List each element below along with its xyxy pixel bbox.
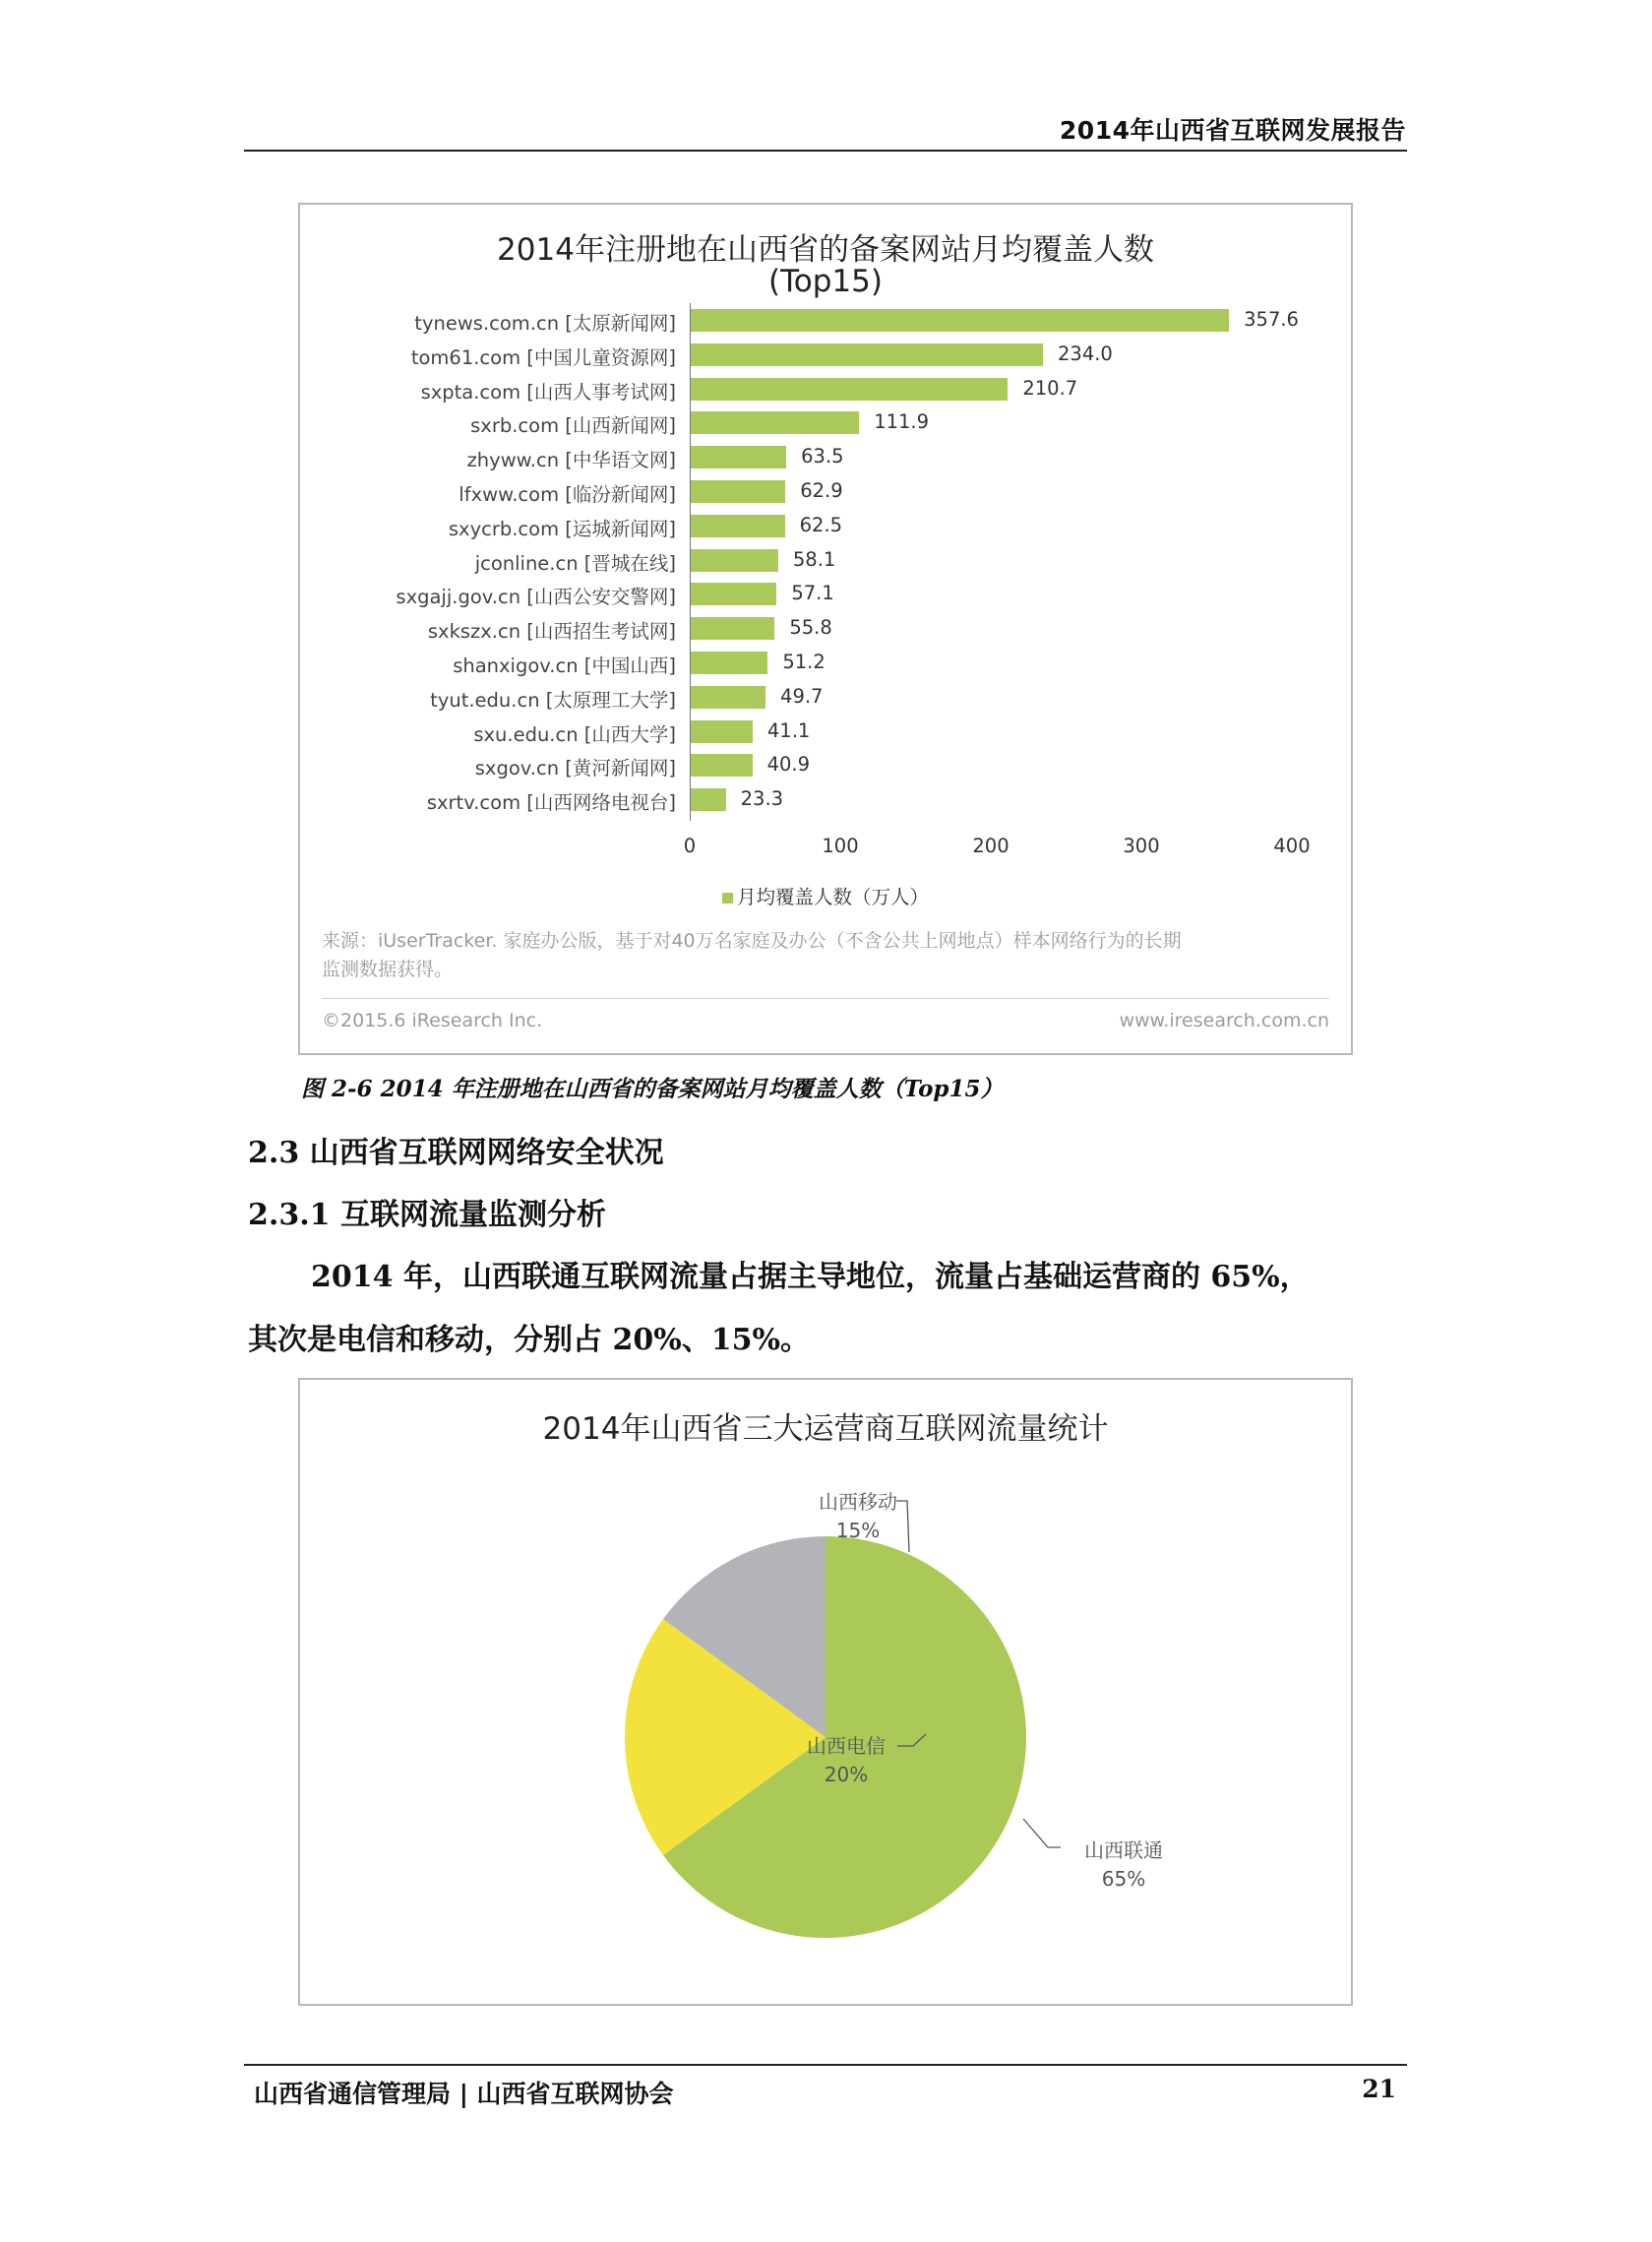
page-number: 21 [1362, 2075, 1396, 2103]
copyright-note: ©2015.6 iResearch Inc. [322, 1010, 543, 1031]
figure-caption: 图 2-6 2014 年注册地在山西省的备案网站月均覆盖人数（Top15） [301, 1076, 1004, 1102]
bar [691, 686, 765, 709]
bar-value-label: 234.0 [1058, 342, 1113, 365]
subsection-heading: 2.3.1 互联网流量监测分析 [248, 1198, 606, 1232]
source-note-line2: 监测数据获得。 [322, 959, 454, 980]
legend-label: 月均覆盖人数（万人） [736, 886, 929, 908]
bar-category-label: jconline.cn [晋城在线] [474, 551, 676, 575]
section-heading: 2.3 山西省互联网网络安全状况 [248, 1136, 664, 1170]
pie-label-telecom-name: 山西电信 [807, 1734, 886, 1758]
bar-value-label: 40.9 [766, 753, 810, 777]
pie-label-unicom [1070, 1837, 1178, 1894]
bar-chart-figure [298, 203, 1353, 1055]
bar-category-label: zhyww.cn [中华语文网] [466, 449, 676, 472]
bar [691, 788, 726, 811]
website-note: www.iresearch.com.cn [1119, 1010, 1329, 1031]
source-note-line1: 来源：iUserTracker. 家庭办公版，基于对40万名家庭及办公（不含公共上网地点）样本网络行为的长期 [322, 930, 1182, 952]
bar-category-label: tyut.edu.cn [太原理工大学] [430, 688, 676, 712]
bar [691, 652, 767, 674]
bar-category-label: tom61.com [中国儿童资源网] [410, 345, 676, 369]
bar-category-label: sxycrb.com [运城新闻网] [448, 517, 676, 540]
bar-category-label: sxrb.com [山西新闻网] [470, 414, 676, 438]
bar-value-label: 210.7 [1022, 376, 1078, 400]
bar-plot-area [300, 205, 1351, 857]
legend-swatch [722, 893, 733, 903]
bar-value-label: 62.9 [800, 479, 843, 502]
leader-line-unicom [1023, 1819, 1061, 1847]
bar-category-label: sxgajj.gov.cn [山西公安交警网] [396, 586, 676, 609]
pie-chart-title: 2014年山西省三大运营商互联网流量统计 [542, 1411, 1109, 1447]
pie-label-telecom [792, 1732, 900, 1789]
footer-rule [244, 2064, 1407, 2066]
header-rule [244, 150, 1407, 152]
x-axis-tick-label: 300 [1123, 835, 1160, 857]
pie-chart-figure [298, 1378, 1353, 2006]
x-axis-tick-label: 200 [972, 835, 1010, 857]
bar-category-label: sxpta.com [山西人事考试网] [420, 380, 676, 404]
bar-value-label: 57.1 [791, 582, 834, 605]
pie-label-mobile-value: 15% [835, 1519, 881, 1542]
bar [691, 720, 753, 743]
bar-category-label: lfxww.com [临汾新闻网] [459, 483, 676, 506]
bar [691, 515, 785, 537]
bar-value-label: 49.7 [780, 684, 824, 708]
bar-value-label: 357.6 [1244, 308, 1299, 331]
pie-label-mobile [804, 1488, 912, 1545]
x-axis-tick-label: 0 [683, 835, 697, 857]
bar [691, 617, 774, 640]
x-axis-tick-label: 400 [1273, 835, 1311, 857]
bar-value-label: 41.1 [766, 718, 811, 742]
bar-category-label: sxrtv.com [山西网络电视台] [426, 791, 676, 815]
bar [691, 583, 776, 605]
footer-organizations: 山西省通信管理局 | 山西省互联网协会 [254, 2080, 674, 2108]
bar-value-label: 23.3 [740, 787, 784, 811]
bar-category-label: sxu.edu.cn [山西大学] [473, 722, 676, 746]
running-header-title: 2014年山西省互联网发展报告 [1059, 116, 1406, 145]
bar [691, 754, 753, 777]
paragraph-line-2: 其次是电信和移动，分别占 20%、15%。 [248, 1323, 810, 1357]
bar-value-label: 58.1 [792, 547, 836, 571]
bar-value-label: 62.5 [799, 513, 843, 536]
bar-category-label: shanxigov.cn [中国山西] [453, 654, 676, 677]
bar-value-label: 63.5 [801, 445, 844, 468]
bar [691, 378, 1008, 401]
pie-label-mobile-name: 山西移动 [819, 1490, 897, 1514]
bar [691, 446, 786, 468]
pie-label-unicom-name: 山西联通 [1084, 1838, 1163, 1862]
pie-label-telecom-value: 20% [824, 1763, 869, 1786]
pie-label-unicom-value: 65% [1101, 1867, 1146, 1891]
pie-chart-canvas [300, 1380, 1351, 2004]
bar-value-label: 55.8 [789, 616, 832, 640]
bar [691, 343, 1043, 366]
paragraph-line-1: 2014 年，山西联通互联网流量占据主导地位，流量占基础运营商的 65%， [311, 1260, 1310, 1294]
bar-value-label: 51.2 [782, 651, 826, 673]
bar-category-label: sxgov.cn [黄河新闻网] [474, 757, 676, 780]
source-divider [322, 998, 1329, 999]
bar [691, 309, 1229, 332]
bar-chart-subtitle: (Top15) [768, 264, 883, 299]
bar-category-label: tynews.com.cn [太原新闻网] [414, 312, 676, 335]
bar [691, 480, 785, 503]
bar-chart-legend [300, 882, 1351, 909]
x-axis-tick-label: 100 [822, 835, 859, 857]
bar-category-label: sxkszx.cn [山西招生考试网] [427, 620, 676, 644]
bar-chart-title: 2014年注册地在山西省的备案网站月均覆盖人数 [497, 232, 1154, 268]
bar [691, 549, 778, 572]
bar [691, 411, 859, 434]
bar-value-label: 111.9 [874, 410, 930, 434]
